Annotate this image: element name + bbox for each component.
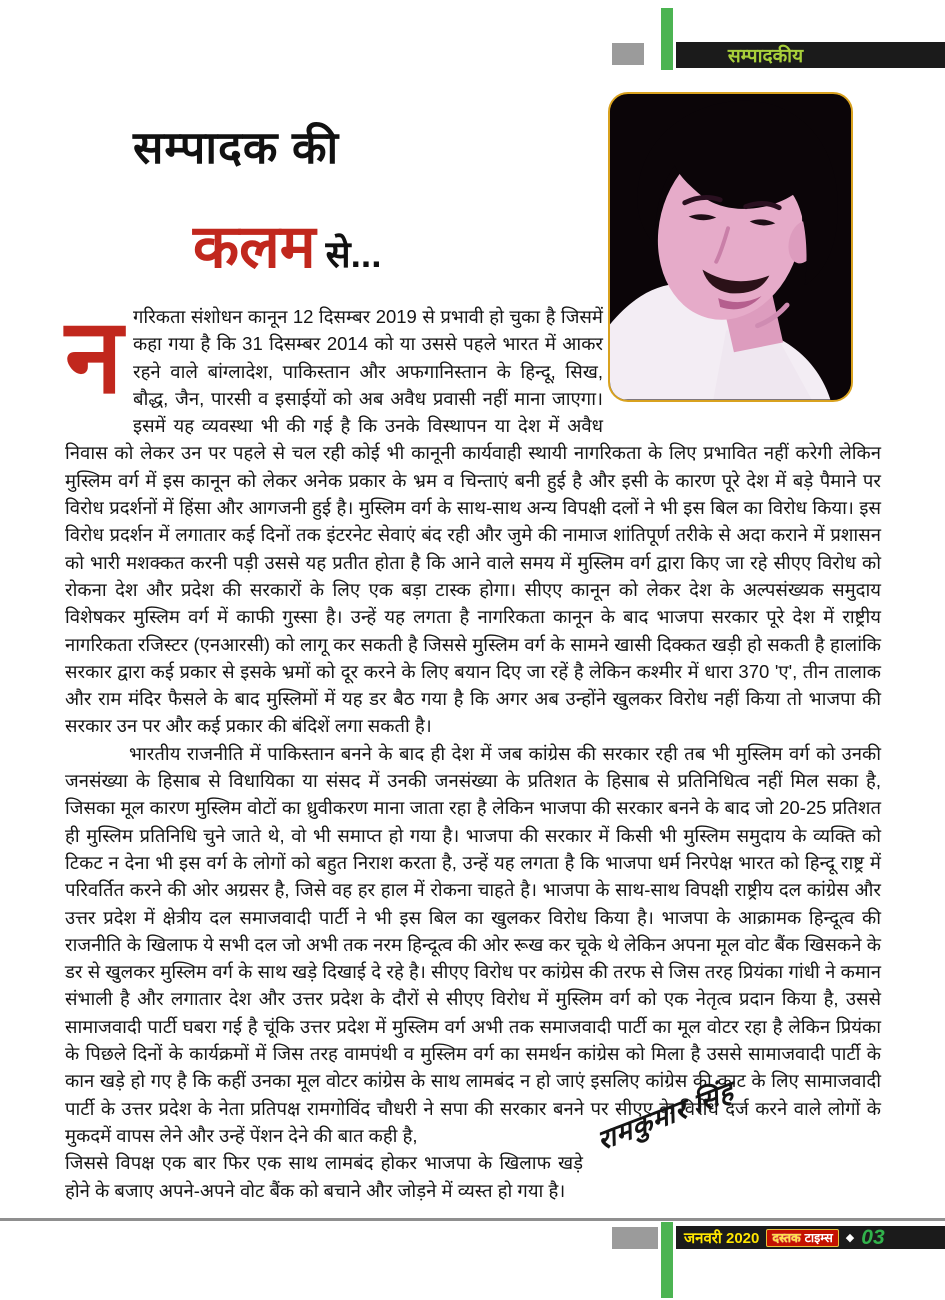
footer-green-bar: [661, 1222, 673, 1298]
dropcap-letter: न: [65, 299, 123, 415]
header-gray-box: [612, 43, 644, 65]
title-line-1: सम्पादक की: [133, 122, 340, 173]
title-rest-word: से...: [325, 234, 382, 275]
logo-word-2: टाइम्स: [804, 1230, 833, 1245]
magazine-logo: [766, 1229, 838, 1247]
section-header-bar: [676, 42, 945, 68]
editor-signature: रामकुमार सिंह: [594, 1075, 737, 1157]
paragraph-2: भारतीय राजनीति में पाकिस्तान बनने के बाद ही देश में जब कांग्रेस की सरकार रही तब भी मुस्लिम वर्ग को उनकी जनसंख्या के हिसाब से विधायिका या संसद में उनकी जनसंख्या के प्रतिशत के हिसाब से प्रतिनिधित्व नहीं मिल सका है, जिसका मूल कारण मुस्लिम वोटों का ध्रुवीकरण माना जाता रहा है लेकिन भाजपा की सरकार बनने के बाद जो 20-25 प्रतिशत ही मुस्लिम प्रतिनिधि चुने जाते थे, वो भी समाप्त हो गया है। भाजपा की सरकार में किसी भी मुस्लिम समुदाय के व्यक्ति को टिकट न देना भी इस वर्ग के लोगों को बहुत निराश करता है, उन्हें यह लगता है कि भाजपा धर्म निरपेक्ष भारत को हिन्दू राष्ट्र में परिवर्तित करने की ओर अग्रसर है, जिसे वह हर हाल में रोकना चाहते है। भाजपा के साथ-साथ विपक्षी राष्ट्रीय दल कांग्रेस और उत्तर प्रदेश में क्षेत्रीय दल समाजवादी पार्टी ने भी इस बिल का खुलकर विरोध किया है। भाजपा के आक्रामक हिन्दूत्व की राजनीति के खिलाफ ये सभी दल जो अभी तक नरम हिन्दूत्व की ओर रूख कर चूके थे लेकिन अपना मूल वोट बैंक खिसकने के डर से खुलकर मुस्लिम वर्ग के साथ खड़े दिखाई दे रहे है। सीएए विरोध पर कांग्रेस की तरफ से जिस तरह प्रियंका गांधी ने कमान संभाली है और लगातार देश और उत्तर प्रदेश के दौरों से सीएए विरोध में मुस्लिम वर्ग को एक नेतृत्व प्रदान किया है, उससे सामाजवादी पार्टी घबरा गई है चूंकि उत्तर प्रदेश में मुस्लिम वर्ग अभी तक समाजवादी पार्टी का मूल वोटर रहा है लेकिन प्रियंका के पिछले दिनों के कार्यक्रमों में जिस तरह वामपंथी व मुस्लिम वर्ग का समर्थन कांग्रेस को मिला है उससे सामाजवादी पार्टी के कान खड़े हो गए है कि कहीं उनका मूल वोटर कांग्रेस के साथ लामबंद न हो जाएं इसलिए कांग्रेस की काट के लिए सामाजवादी पार्टी के उत्तर प्रदेश के नेता प्रतिपक्ष रामगोविंद चौधरी ने सपा की सरकार बनने पर सीएए के विरोध दर्ज करने वाले लोगों के मुकदमें वापस लेने और उन्हें पेंशन देने की बात कही है,: [65, 742, 881, 1146]
header-green-bar: [661, 8, 673, 70]
issue-date: जनवरी 2020: [684, 1229, 760, 1247]
photo-wrap-spacer: [603, 303, 881, 435]
section-label: सम्पादकीय: [727, 46, 804, 67]
footer-rule: [0, 1218, 945, 1221]
logo-word-1: दस्तक: [772, 1230, 801, 1245]
page-number: 03: [861, 1225, 885, 1249]
article-title: [133, 116, 382, 285]
diamond-separator-icon: ◆: [845, 1232, 855, 1244]
paragraph-1: गरिकता संशोधन कानून 12 दिसम्बर 2019 से प्रभावी हो चुका है जिसमें कहा गया है कि 31 दिसम्बर 2014 को या उससे पहले भारत में आकर रहने वाले बांग्लादेश, पाकिस्तान और अफगानिस्तान के हिन्दू, सिख, बौद्ध, जैन, पारसी व इसाईयों को अब अवैध प्रवासी नहीं माना जाएगा। इसमें यह व्यवस्था भी की गई है कि उनके विस्थापन या देश में अवैध निवास को लेकर उन पर पहले से चल रही कोई भी कानूनी कार्यवाही स्थायी नागरिकता के लिए प्रभावित नहीं करेगी लेकिन मुस्लिम वर्ग में इस कानून को लेकर अनेक प्रकार के भ्रम व चिन्ताएं बनी हुई है और इसी के कारण पूरे देश में बड़े पैमाने पर विरोध प्रदर्शनों में हिंसा और आगजनी हुई है। मुस्लिम वर्ग के साथ-साथ अन्य विपक्षी दलों ने भी इस बिल का विरोध किया। इस विरोध प्रदर्शन में लगातार कई दिनों तक इंटरनेट सेवाएं बंद रही और जुमे की नामाज शांतिपूर्ण तरीके से अदा कराने में प्रशासन को भारी मशक्कत करनी पड़ी उससे यह प्रतीत होता है कि आने वाले समय में मुस्लिम वर्ग द्वारा किए जा रहे सीएए विरोध को रोकना देश और प्रदेश की सरकारों के लिए एक बड़ा टास्क होगा। सीएए कानून को लेकर देश के अल्पसंख्यक समुदाय विशेषकर मुस्लिम वर्ग में काफी गुस्सा है। उन्हें यह लगता है नागरिकता कानून के बाद भाजपा सरकार पूरे देश में राष्ट्रीय नागरिकता रजिस्टर (एनआरसी) को लागू कर सकती है जिससे मुस्लिम वर्ग के सामने खासी दिक्कत खड़ी हो सकती है हालांकि सरकार द्वारा कई प्रकार से इसके भ्रमों को दूर करने के लिए बयान दिए जा रहें है लेकिन कश्मीर में धारा 370 'ए', तीन तालाक और राम मंदिर फैसले के बाद मुस्लिमों में यह डर बैठ गया है कि अगर अब उन्होंने खुलकर विरोध नहीं किया तो भाजपा की सरकार उन पर और कई प्रकार की बंदिशें लगा सकती है।: [65, 306, 881, 737]
paragraph-2-ending: जिससे विपक्ष एक बार फिर एक साथ लामबंद होकर भाजपा के खिलाफ खड़े होने के बजाए अपने-अपने वोट बैंक को बचाने और जोड़ने में व्यस्त हो गया है।: [65, 1152, 583, 1201]
title-line-2: [193, 203, 382, 285]
footer-gray-box: [612, 1227, 658, 1249]
footer-bar: [676, 1226, 945, 1249]
title-accent-word: कलम: [193, 213, 316, 280]
